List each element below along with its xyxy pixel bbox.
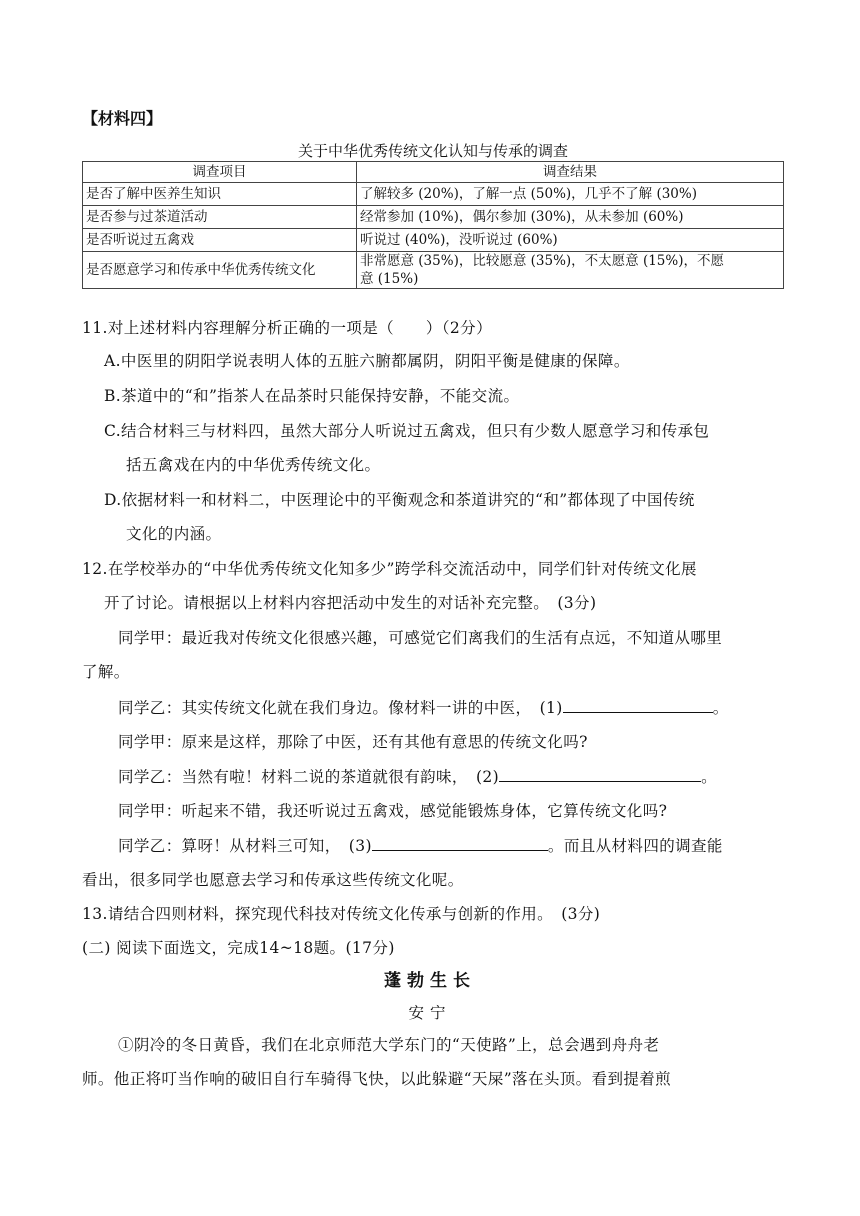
row-result: 听说过 (40%)，没听说过 (60%) — [357, 229, 784, 252]
q12-stem-line1: 12.在学校举办的“中华优秀传统文化知多少”跨学科交流活动中，同学们针对传统文化展 — [82, 560, 697, 578]
row-item: 是否参与过茶道活动 — [83, 206, 357, 229]
material-four-heading: 【材料四】 — [82, 109, 163, 128]
article-paragraph-line: 师。他正将叮当作响的破旧自行车骑得飞快，以此躲避“天屎”落在头顶。看到提着煎 — [82, 1070, 672, 1088]
row-result — [357, 252, 784, 289]
table-header-row — [83, 162, 784, 183]
table-row — [83, 183, 784, 206]
q11-option-d-line2: 文化的内涵。 — [126, 525, 222, 543]
row-item: 是否听说过五禽戏 — [83, 229, 357, 252]
survey-table — [82, 161, 784, 289]
q13-stem: 13.请结合四则材料，探究现代科技对传统文化传承与创新的作用。 (3分) — [82, 905, 601, 923]
answer-blank-2[interactable] — [499, 766, 701, 782]
dialogue-end: 。 — [701, 768, 718, 786]
blank-marker: (3) — [348, 837, 372, 855]
answer-blank-3[interactable] — [372, 835, 548, 851]
blank-marker: (2) — [475, 768, 500, 786]
dialogue-end: 。而且从材料四的调查能 — [547, 837, 723, 855]
blank-marker: (1) — [539, 699, 563, 717]
article-paragraph-line: ①阴冷的冬日黄昏，我们在北京师范大学东门的“天使路”上，总会遇到舟舟老 — [118, 1036, 660, 1054]
answer-blank-1[interactable] — [563, 697, 713, 713]
table-row — [83, 252, 784, 289]
dialogue-line: 同学甲：最近我对传统文化很感兴趣，可感觉它们离我们的生活有点远，不知道从哪里 — [118, 629, 723, 647]
dialogue-text: 同学乙：当然有啦！材料二说的茶道就很有韵味， — [118, 768, 476, 786]
dialogue-line: 同学甲：听起来不错，我还听说过五禽戏，感觉能锻炼身体，它算传统文化吗? — [118, 802, 668, 820]
survey-title: 关于中华优秀传统文化认知与传承的调查 — [297, 142, 568, 160]
dialogue-line — [118, 835, 723, 856]
q11-option-a: A.中医里的阴阳学说表明人体的五脏六腑都属阴，阴阳平衡是健康的保障。 — [104, 352, 630, 370]
dialogue-end: 。 — [712, 699, 729, 717]
q11-option-b: B.茶道中的“和”指茶人在品茶时只能保持安静，不能交流。 — [104, 387, 520, 405]
row-item: 是否愿意学习和传承中华优秀传统文化 — [83, 252, 357, 289]
row-result: 了解较多 (20%)，了解一点 (50%)，几乎不了解 (30%) — [357, 183, 784, 206]
row-result-line2: 意 (15%) — [360, 271, 419, 287]
section2-intro: (二) 阅读下面选文，完成14~18题。(17分) — [82, 939, 395, 957]
article-title: 蓬勃生长 — [384, 971, 476, 991]
dialogue-text: 同学乙：算呀！从材料三可知， — [118, 837, 349, 855]
dialogue-line — [118, 697, 729, 718]
q11-option-d-line1: D.依据材料一和材料二，中医理论中的平衡观念和茶道讲究的“和”都体现了中国传统 — [104, 491, 695, 509]
dialogue-line: 看出，很多同学也愿意去学习和传承这些传统文化呢。 — [82, 871, 464, 889]
q11-option-c-line2: 括五禽戏在内的中华优秀传统文化。 — [126, 456, 381, 474]
dialogue-line: 同学甲：原来是这样，那除了中医，还有其他有意思的传统文化吗? — [118, 733, 588, 751]
dialogue-text: 同学乙：其实传统文化就在我们身边。像材料一讲的中医， — [118, 699, 540, 717]
q11-option-c-line1: C.结合材料三与材料四，虽然大部分人听说过五禽戏，但只有少数人愿意学习和传承包 — [104, 422, 710, 440]
table-row — [83, 206, 784, 229]
row-result-line1: 非常愿意 (35%)，比较愿意 (35%)，不太愿意 (15%)，不愿 — [360, 253, 724, 269]
row-result: 经常参加 (10%)，偶尔参加 (30%)，从未参加 (60%) — [357, 206, 784, 229]
dialogue-line: 了解。 — [82, 663, 130, 681]
table-row — [83, 229, 784, 252]
header-survey-item: 调查项目 — [83, 162, 357, 183]
header-survey-result: 调查结果 — [357, 162, 784, 183]
q11-stem: 11.对上述材料内容理解分析正确的一项是（ ）（2分） — [82, 319, 492, 337]
row-item: 是否了解中医养生知识 — [83, 183, 357, 206]
dialogue-line — [118, 766, 717, 787]
article-author: 安宁 — [408, 1004, 452, 1022]
q12-stem-line2: 开了讨论。请根据以上材料内容把活动中发生的对话补充完整。 (3分) — [104, 594, 597, 612]
